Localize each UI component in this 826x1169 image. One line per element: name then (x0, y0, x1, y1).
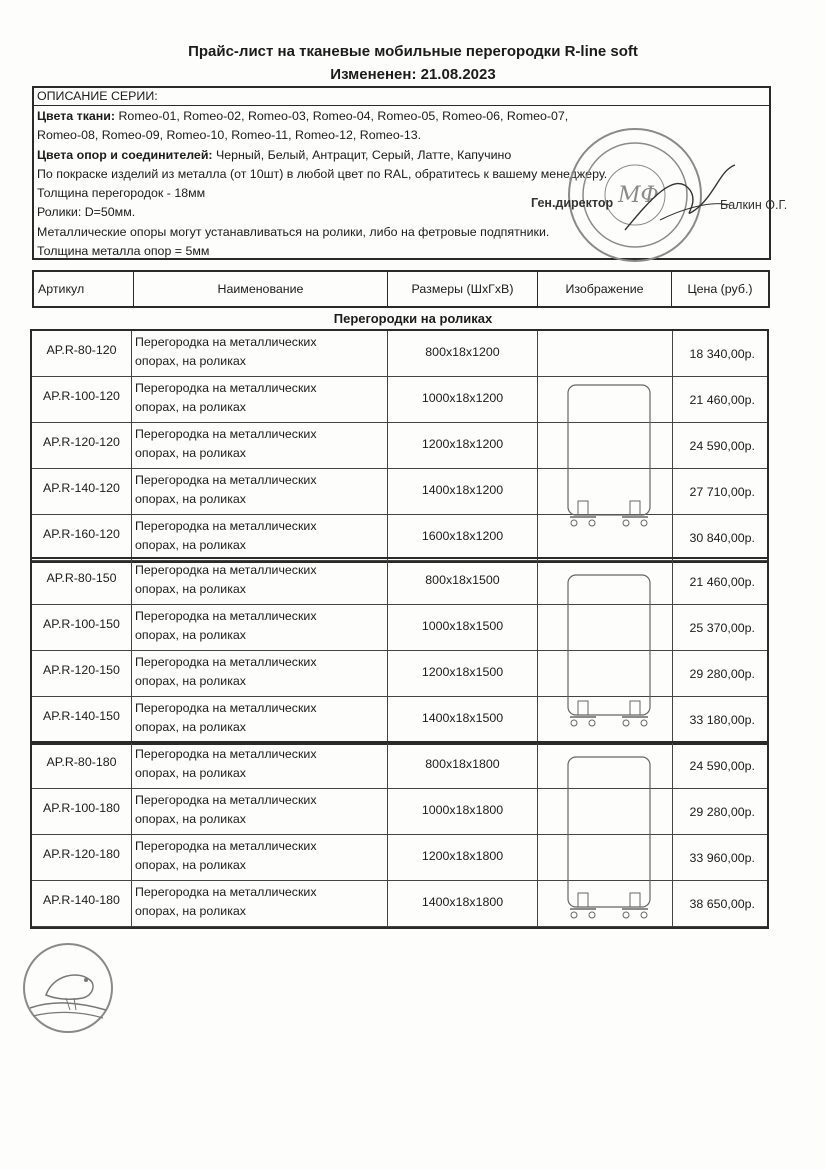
name-cell (132, 423, 388, 468)
price-group (30, 557, 769, 745)
name-cell (132, 743, 388, 788)
fabric-colors-2: Romeo-08, Romeo-09, Romeo-10, Romeo-11, Romeo-12, Romeo-13. (37, 128, 422, 143)
name-line-2: опорах, на роликах (135, 537, 246, 552)
name-line-2: опорах, на роликах (135, 766, 246, 780)
price-cell: 24 590,00р. (672, 423, 769, 468)
product-image-cell (538, 331, 672, 561)
price-cell: 27 710,00р. (672, 469, 769, 514)
article-cell: AP.R-140-120 (32, 469, 132, 514)
svg-text:МФ: МФ (618, 183, 659, 208)
col-name: Наименование (134, 272, 388, 306)
name-cell (132, 835, 388, 880)
size-cell: 1200х18х1500 (388, 651, 538, 696)
name-line-2: опорах, на роликах (135, 812, 246, 826)
price-cell: 38 650,00р. (672, 881, 769, 926)
name-line-2: опорах, на роликах (135, 354, 246, 368)
supports-note: Металлические опоры могут устанавливаться на ролики, либо на фетровые подпятники. (37, 224, 550, 239)
name-line-2: опорах, на роликах (135, 858, 246, 872)
signature-scribble (620, 160, 740, 240)
signature-name: Балкин О.Г. (720, 198, 788, 212)
article-cell: AP.R-120-150 (32, 651, 132, 696)
price-cell: 21 460,00р. (672, 559, 769, 604)
price-cell: 33 180,00р. (672, 697, 769, 742)
name-line-2: опорах, на роликах (135, 904, 246, 918)
name-cell (132, 697, 388, 742)
size-cell: 1000х18х1800 (388, 789, 538, 834)
section-title: Перегородки на роликах (333, 311, 493, 326)
fabric-label: Цвета ткани: (37, 109, 116, 123)
supports-colors: Черный, Белый, Антрацит, Серый, Латте, Капучино (216, 147, 512, 162)
price-cell: 24 590,00р. (672, 743, 769, 788)
article-cell: AP.R-80-180 (32, 743, 132, 788)
size-cell: 1000х18х1200 (388, 377, 538, 422)
article-cell: AP.R-120-120 (32, 423, 132, 468)
size-cell: 1400х18х1200 (388, 469, 538, 514)
name-cell (132, 377, 388, 422)
article-cell: AP.R-100-180 (32, 789, 132, 834)
name-line-1: Перегородка на металлических (135, 747, 317, 761)
price-cell: 29 280,00р. (672, 651, 769, 696)
price-cell: 25 370,00р. (672, 605, 769, 650)
size-cell: 800х18х1500 (388, 559, 538, 604)
article-cell: AP.R-80-150 (32, 559, 132, 604)
signature-position: Ген.директор (531, 196, 614, 210)
name-cell (132, 331, 388, 376)
name-cell (132, 651, 388, 696)
table-header (32, 270, 770, 308)
name-cell (132, 881, 388, 926)
name-line-1: Перегородка на металлических (135, 518, 317, 533)
col-image: Изображение (538, 272, 672, 306)
thickness-note: Толщина перегородок - 18мм (37, 186, 206, 201)
fabric-colors-1: Romeo-01, Romeo-02, Romeo-03, Romeo-04, Romeo-05, Romeo-06, Romeo-07, (118, 109, 569, 123)
price-group (30, 741, 769, 929)
name-line-2: опорах, на роликах (135, 674, 246, 688)
name-cell (132, 605, 388, 650)
article-cell: AP.R-140-180 (32, 881, 132, 926)
price-cell: 18 340,00р. (672, 331, 769, 376)
partition-image (558, 571, 658, 751)
name-line-1: Перегородка на металлических (135, 885, 317, 899)
price-cell: 29 280,00р. (672, 789, 769, 834)
size-cell: 1400х18х1500 (388, 697, 538, 742)
name-line-2: опорах, на роликах (135, 720, 246, 734)
price-group (30, 329, 769, 563)
paint-note: По покраске изделий из металла (от 10шт) в любой цвет по RAL, обратитесь к вашему менеджеру. (37, 166, 608, 181)
description-header: ОПИСАНИЕ СЕРИИ: (34, 88, 769, 106)
article-cell: AP.R-140-150 (32, 697, 132, 742)
name-line-1: Перегородка на металлических (135, 701, 317, 715)
name-cell (132, 559, 388, 604)
article-cell: AP.R-100-150 (32, 605, 132, 650)
page-subtitle: Измененен: 21.08.2023 (330, 66, 496, 83)
col-price: Цена (руб.) (687, 282, 753, 296)
article-cell: AP.R-100-120 (32, 377, 132, 422)
name-line-1: Перегородка на металлических (135, 609, 317, 623)
name-line-2: опорах, на роликах (135, 399, 246, 414)
name-line-2: опорах, на роликах (135, 582, 246, 596)
product-image-cell (538, 743, 672, 927)
price-cell: 30 840,00р. (672, 515, 769, 560)
size-cell: 800х18х1800 (388, 743, 538, 788)
name-line-1: Перегородка на металлических (135, 655, 317, 669)
bird-logo (18, 940, 118, 1036)
price-cell: 33 960,00р. (672, 835, 769, 880)
name-line-1: Перегородка на металлических (135, 472, 317, 487)
size-cell: 1200х18х1800 (388, 835, 538, 880)
name-line-2: опорах, на роликах (135, 628, 246, 642)
name-cell (132, 469, 388, 514)
partition-image (558, 753, 658, 943)
price-cell: 21 460,00р. (672, 377, 769, 422)
name-line-1: Перегородка на металлических (135, 380, 317, 395)
name-line-2: опорах, на роликах (135, 491, 246, 506)
page-title: Прайс-лист на тканевые мобильные перегородки R-line soft (188, 43, 638, 60)
name-cell (132, 515, 388, 560)
name-line-1: Перегородка на металлических (135, 793, 317, 807)
col-article: Артикул (34, 272, 134, 306)
name-line-1: Перегородка на металлических (135, 839, 317, 853)
col-size: Размеры (ШхГхВ) (388, 272, 538, 306)
article-cell: AP.R-80-120 (32, 331, 132, 376)
name-cell (132, 789, 388, 834)
size-cell: 1600х18х1200 (388, 515, 538, 560)
size-cell: 1400х18х1800 (388, 881, 538, 926)
article-cell: AP.R-160-120 (32, 515, 132, 560)
supports-label: Цвета опор и соединителей: (37, 147, 213, 162)
product-image-cell (538, 559, 672, 743)
name-line-1: Перегородка на металлических (135, 426, 317, 441)
name-line-2: опорах, на роликах (135, 445, 246, 460)
size-cell: 1000х18х1500 (388, 605, 538, 650)
size-cell: 1200х18х1200 (388, 423, 538, 468)
name-line-1: Перегородка на металлических (135, 335, 317, 349)
size-cell: 800х18х1200 (388, 331, 538, 376)
rollers-note: Ролики: D=50мм. (37, 205, 136, 220)
metal-note: Толщина металла опор = 5мм (37, 244, 210, 259)
article-cell: AP.R-120-180 (32, 835, 132, 880)
name-line-1: Перегородка на металлических (135, 563, 317, 577)
partition-image (558, 381, 658, 551)
